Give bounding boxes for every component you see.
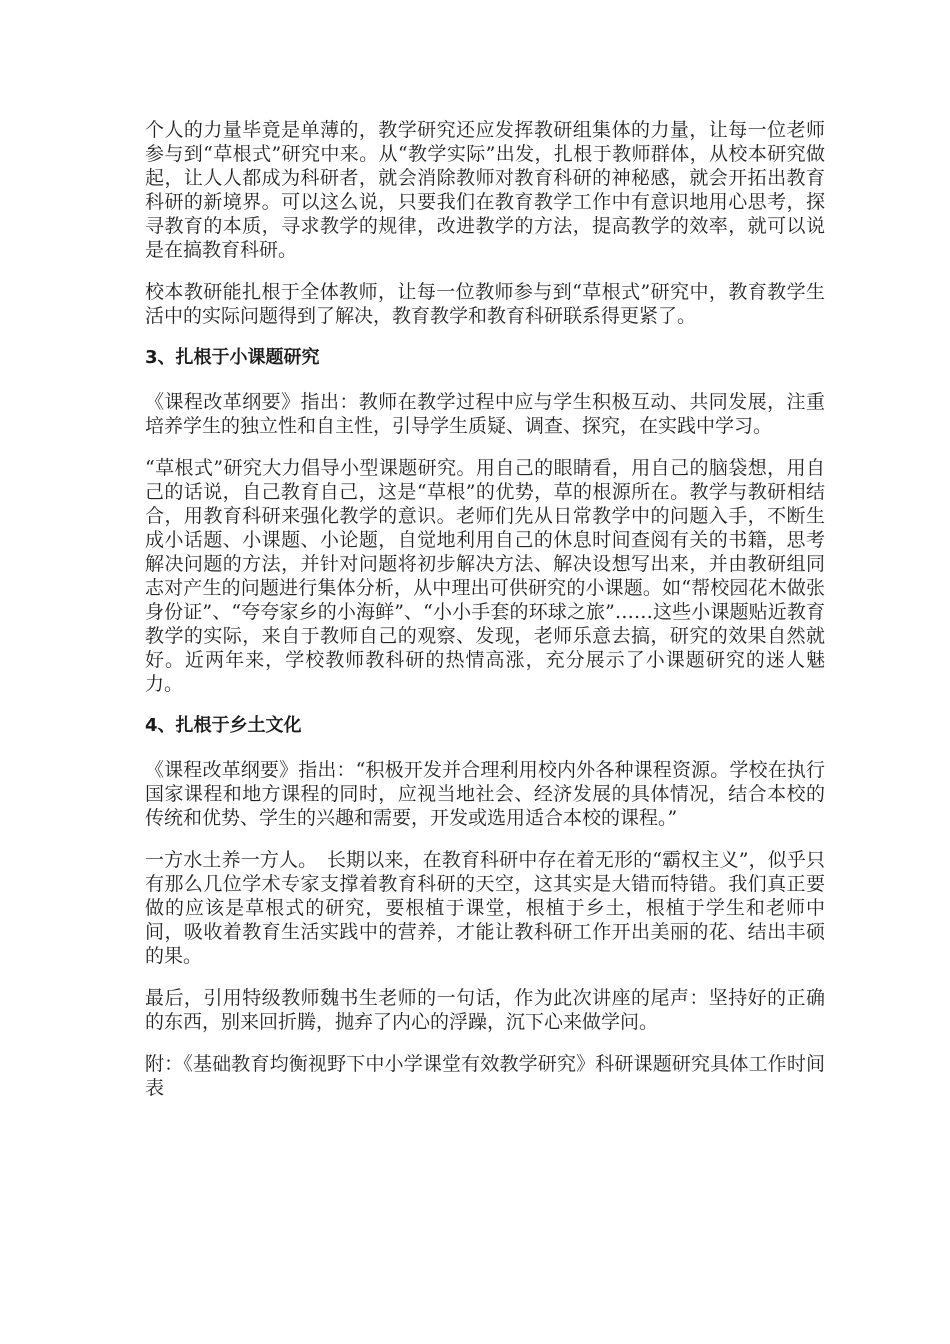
document-page — [145, 118, 825, 1118]
section-heading-small-topics: 3、扎根于小课题研究 — [145, 347, 320, 368]
section-heading-local-culture: 4、扎根于乡土文化 — [145, 715, 302, 736]
paragraph-grassroots-research: 一方水土养一方人。 长期以来，在教育科研中存在着无形的“霸权主义”，似乎只有那么几位学术专家支撑着教育科研的天空，这其实是大错而特错。我们真正要做的应该是草根式的研究，要根植于课堂，根植于乡土，根植于学生和老师中间，吸收着教育生活实践中的营养，才能让教科研工作开出美丽的花、结出丰硕的果。 — [145, 849, 825, 967]
paragraph-collective-research: 个人的力量毕竟是单薄的，教学研究还应发挥教研组集体的力量，让每一位老师参与到“草根式”研究中来。从“教学实际”出发，扎根于教师群体，从校本研究做起，让人人都成为科研者，就会消除教师对教育科研的神秘感，就会开拓出教育科研的新境界。可以这么说，只要我们在教育教学工作中有意识地用心思考，探寻教育的本质，寻求教学的规律，改进教学的方法，提高教学的效率，就可以说是在搞教育科研。 — [145, 119, 825, 261]
paragraph-curriculum-reform-quote: 《课程改革纲要》指出：教师在教学过程中应与学生积极互动、共同发展，注重培养学生的独立性和自主性，引导学生质疑、调查、探究，在实践中学习。 — [145, 391, 825, 437]
paragraph-appendix-note: 附：《基础教育均衡视野下中小学课堂有效教学研究》科研课题研究具体工作时间表 — [145, 1053, 825, 1099]
paragraph-curriculum-resources-quote: 《课程改革纲要》指出：“积极开发并合理利用校内外各种课程资源。学校在执行国家课程和地方课程的同时，应视当地社会、经济发展的具体情况，结合本校的传统和优势、学生的兴趣和需要，开发或选用适合本校的课程。” — [145, 759, 825, 829]
paragraph-small-topic-research: “草根式”研究大力倡导小型课题研究。用自己的眼睛看，用自己的脑袋想，用自己的话说，自己教育自己，这是“草根”的优势，草的根源所在。教学与教研相结合，用教育科研来强化教学的意识。老师们先从日常教学中的问题入手，不断生成小话题、小课题、小论题，自觉地利用自己的休息时间查阅有关的书籍，思考解决问题的方法，并针对问题将初步解决方法、解决设想写出来，并由教研组同志对产生的问题进行集体分析，从中理出可供研究的小课题。如“帮校园花木做张身份证”、“夸夸家乡的小海鲜”、“小小手套的环球之旅”……这些小课题贴近教育教学的实际，来自于教师自己的观察、发现，老师乐意去搞，研究的效果自然就好。近两年来，学校教师教科研的热情高涨，充分展示了小课题研究的迷人魅力。 — [145, 457, 825, 695]
paragraph-closing-quote: 最后，引用特级教师魏书生老师的一句话，作为此次讲座的尾声：坚持好的正确的东西，别来回折腾，抛弃了内心的浮躁，沉下心来做学问。 — [145, 987, 825, 1033]
paragraph-school-based-research: 校本教研能扎根于全体教师，让每一位教师参与到“草根式”研究中，教育教学生活中的实际问题得到了解决，教育教学和教育科研联系得更紧了。 — [145, 281, 825, 327]
